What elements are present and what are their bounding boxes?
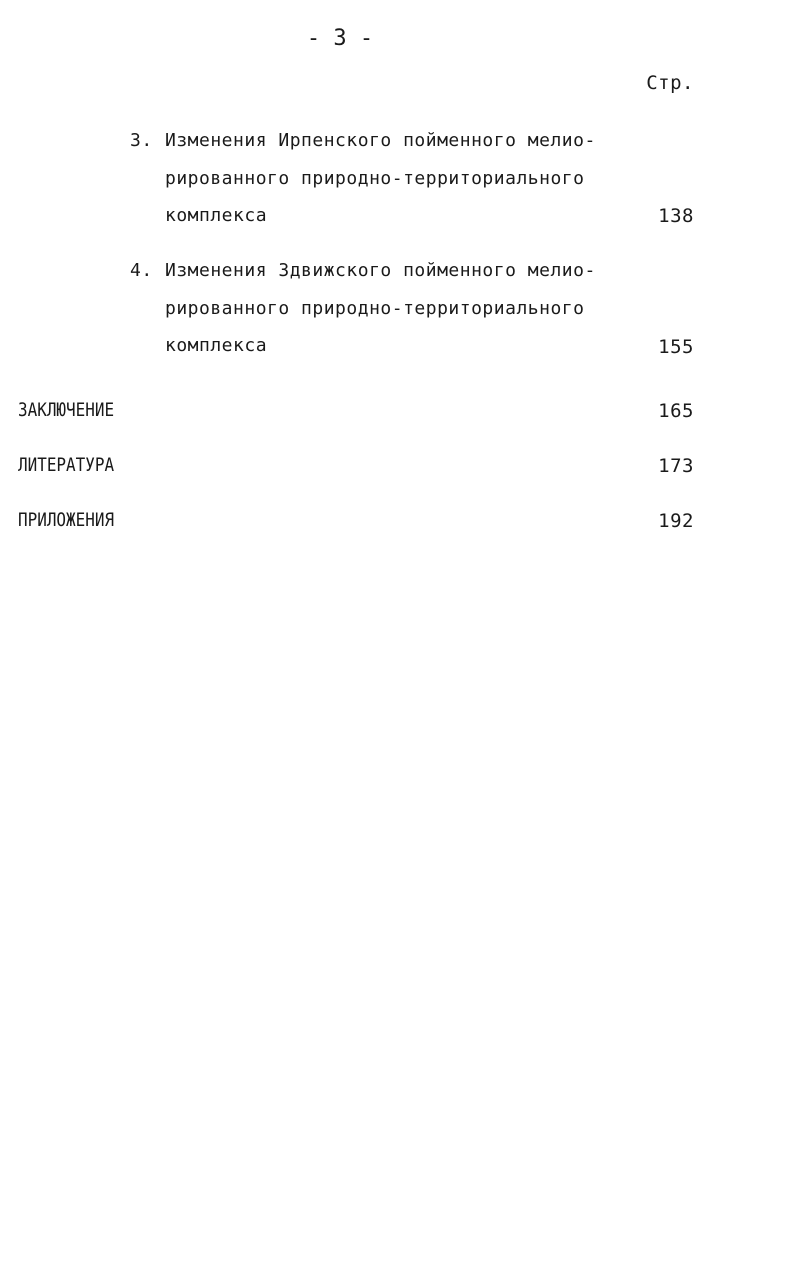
toc-entry-number: 4. bbox=[130, 260, 153, 281]
toc-entry-line: комплекса bbox=[165, 205, 268, 226]
toc-entry-line: рированного природно-территориального bbox=[165, 298, 585, 319]
toc-entry-line: комплекса bbox=[165, 335, 268, 356]
page-column-heading: Стр. bbox=[646, 72, 694, 94]
toc-entry-page: 173 bbox=[658, 455, 694, 477]
toc-entry-line: Изменения Здвижского пойменного мелио- bbox=[165, 260, 596, 281]
toc-entry-number: 3. bbox=[130, 130, 153, 151]
toc-entry-line: Изменения Ирпенского пойменного мелио- bbox=[165, 130, 596, 151]
toc-entry-page: 165 bbox=[658, 400, 694, 422]
toc-entry-label: ЗАКЛЮЧЕНИЕ bbox=[18, 399, 115, 421]
toc-entry-page: 155 bbox=[658, 336, 694, 358]
toc-entry-page: 192 bbox=[658, 510, 694, 532]
toc-entry-page: 138 bbox=[658, 205, 694, 227]
page-number: - 3 - bbox=[306, 26, 374, 51]
toc-entry-label: ЛИТЕРАТУРА bbox=[18, 454, 115, 476]
toc-entry-line: рированного природно-территориального bbox=[165, 168, 585, 189]
toc-entry-label: ПРИЛОЖЕНИЯ bbox=[18, 509, 115, 531]
